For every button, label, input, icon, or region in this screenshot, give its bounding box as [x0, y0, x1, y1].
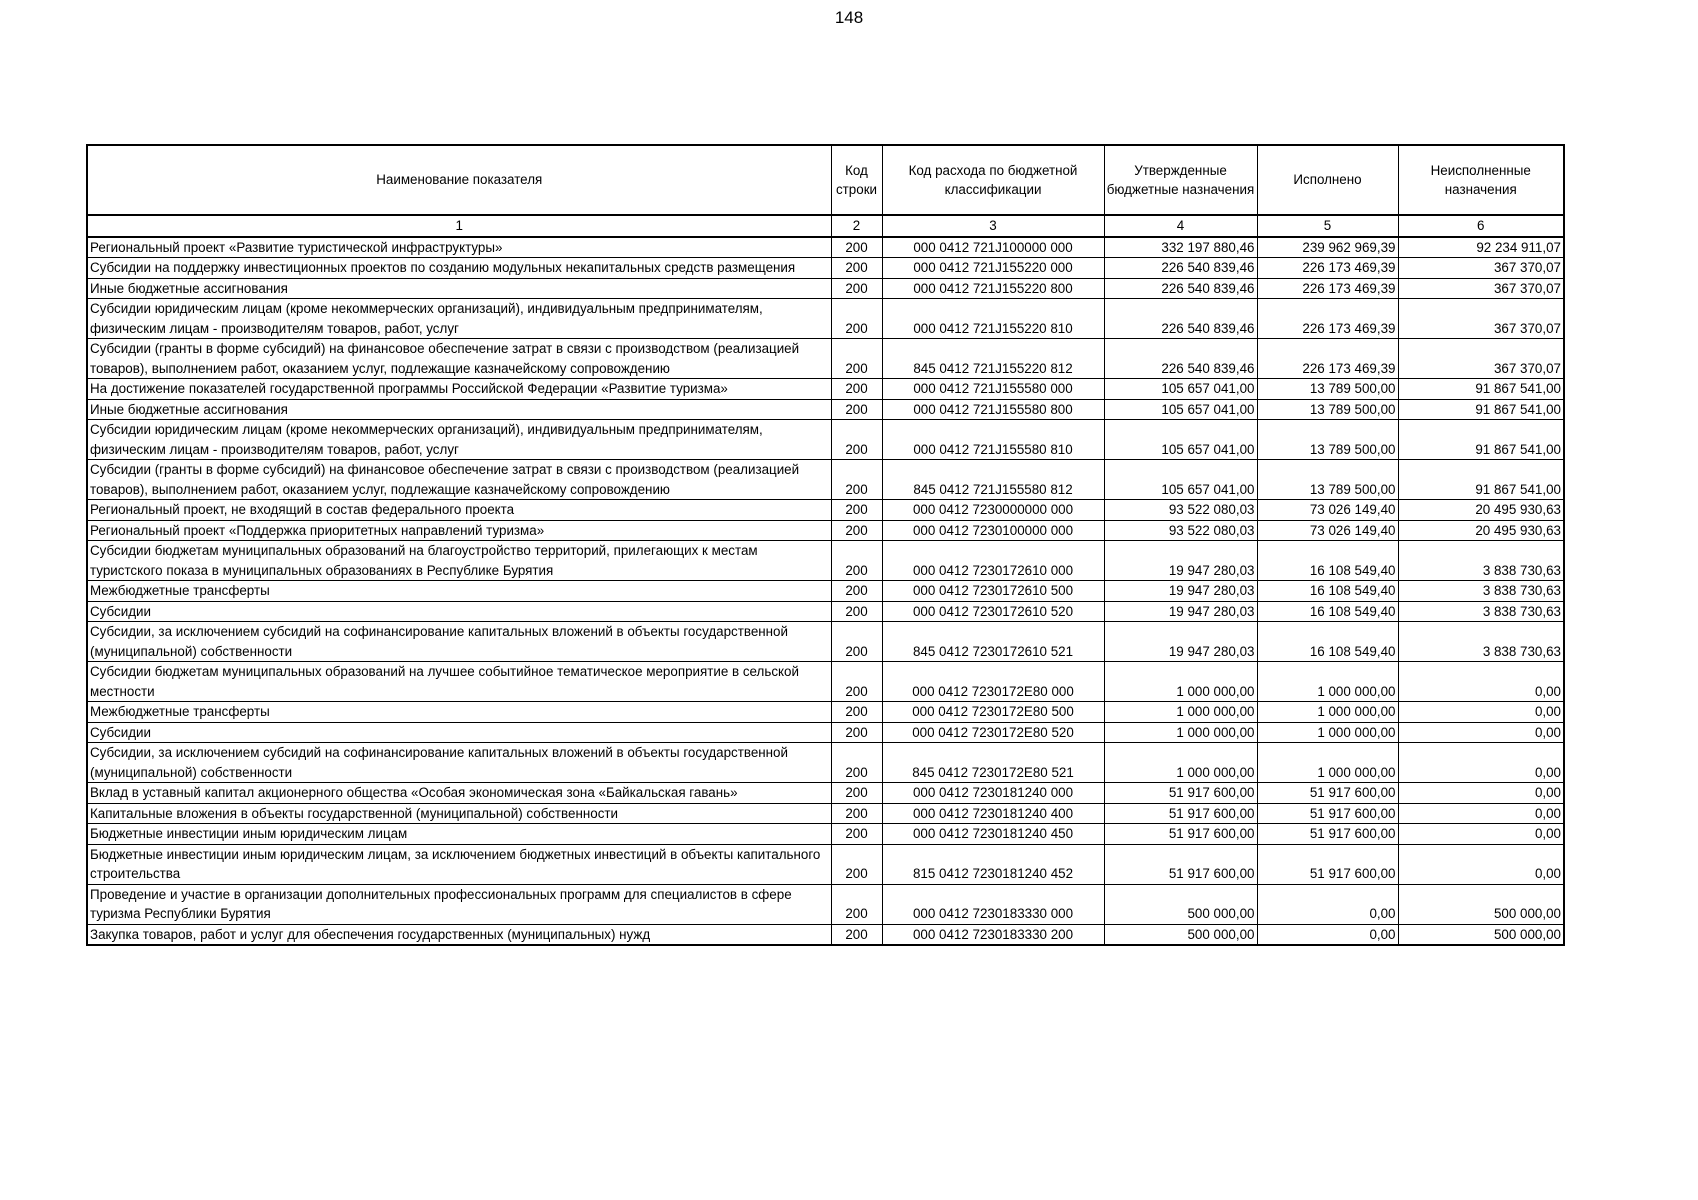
- row-classification-code: 815 0412 7230181240 452: [882, 844, 1104, 884]
- row-approved-amount: 19 947 280,03: [1104, 581, 1257, 602]
- row-classification-code: 000 0412 721J155220 000: [882, 258, 1104, 279]
- table-row: [87, 722, 1564, 743]
- row-unexecuted-amount: 92 234 911,07: [1398, 237, 1564, 258]
- row-approved-amount: 226 540 839,46: [1104, 278, 1257, 299]
- row-executed-amount: 13 789 500,00: [1257, 379, 1398, 400]
- row-name: Субсидии (гранты в форме субсидий) на финансовое обеспечение затрат в связи с производством (реализацией товаров), выполнением работ, оказанием услуг, подлежащие казначейскому сопровождению: [87, 339, 831, 379]
- row-executed-amount: 51 917 600,00: [1257, 824, 1398, 845]
- row-name: Субсидии на поддержку инвестиционных проектов по созданию модульных некапитальных средств размещения: [87, 258, 831, 279]
- table-row: [87, 824, 1564, 845]
- row-name: Бюджетные инвестиции иным юридическим лицам, за исключением бюджетных инвестиций в объекты капитального строительства: [87, 844, 831, 884]
- row-executed-amount: 0,00: [1257, 884, 1398, 924]
- row-classification-code: 000 0412 7230181240 400: [882, 803, 1104, 824]
- table-row: [87, 520, 1564, 541]
- row-executed-amount: 239 962 969,39: [1257, 237, 1398, 258]
- table-row: [87, 743, 1564, 783]
- row-line-code: 200: [831, 622, 882, 662]
- row-approved-amount: 1 000 000,00: [1104, 702, 1257, 723]
- row-line-code: 200: [831, 662, 882, 702]
- row-executed-amount: 73 026 149,40: [1257, 500, 1398, 521]
- row-executed-amount: 16 108 549,40: [1257, 622, 1398, 662]
- row-unexecuted-amount: 0,00: [1398, 662, 1564, 702]
- row-name: Межбюджетные трансферты: [87, 702, 831, 723]
- table-row: [87, 460, 1564, 500]
- table-row: [87, 258, 1564, 279]
- row-name: Региональный проект, не входящий в состав федерального проекта: [87, 500, 831, 521]
- table-row: [87, 399, 1564, 420]
- table-row: [87, 803, 1564, 824]
- row-approved-amount: 51 917 600,00: [1104, 803, 1257, 824]
- row-approved-amount: 19 947 280,03: [1104, 541, 1257, 581]
- row-approved-amount: 93 522 080,03: [1104, 520, 1257, 541]
- row-classification-code: 845 0412 721J155220 812: [882, 339, 1104, 379]
- row-approved-amount: 51 917 600,00: [1104, 844, 1257, 884]
- row-executed-amount: 51 917 600,00: [1257, 803, 1398, 824]
- header-unexecuted: Неисполненные назначения: [1398, 145, 1564, 215]
- row-executed-amount: 1 000 000,00: [1257, 702, 1398, 723]
- row-unexecuted-amount: 0,00: [1398, 783, 1564, 804]
- row-name: Субсидии юридическим лицам (кроме некоммерческих организаций), индивидуальным предпринимателям, физическим лицам - производителям товаров, работ, услуг: [87, 420, 831, 460]
- row-unexecuted-amount: 0,00: [1398, 702, 1564, 723]
- row-approved-amount: 19 947 280,03: [1104, 601, 1257, 622]
- row-approved-amount: 51 917 600,00: [1104, 824, 1257, 845]
- row-unexecuted-amount: 3 838 730,63: [1398, 541, 1564, 581]
- row-approved-amount: 500 000,00: [1104, 884, 1257, 924]
- row-approved-amount: 226 540 839,46: [1104, 299, 1257, 339]
- row-classification-code: 000 0412 721J155580 800: [882, 399, 1104, 420]
- row-approved-amount: 1 000 000,00: [1104, 662, 1257, 702]
- column-number: 4: [1104, 215, 1257, 237]
- table-row: [87, 662, 1564, 702]
- row-line-code: 200: [831, 379, 882, 400]
- row-approved-amount: 1 000 000,00: [1104, 722, 1257, 743]
- table-row: [87, 339, 1564, 379]
- row-approved-amount: 105 657 041,00: [1104, 399, 1257, 420]
- row-name: Межбюджетные трансферты: [87, 581, 831, 602]
- row-classification-code: 000 0412 7230172E80 500: [882, 702, 1104, 723]
- table-row: [87, 500, 1564, 521]
- row-approved-amount: 226 540 839,46: [1104, 339, 1257, 379]
- row-unexecuted-amount: 3 838 730,63: [1398, 581, 1564, 602]
- page-number: 148: [834, 8, 864, 27]
- table-row: [87, 541, 1564, 581]
- row-unexecuted-amount: 367 370,07: [1398, 339, 1564, 379]
- column-number: 3: [882, 215, 1104, 237]
- table-row: [87, 299, 1564, 339]
- row-executed-amount: 1 000 000,00: [1257, 662, 1398, 702]
- table-row: [87, 844, 1564, 884]
- row-classification-code: 000 0412 721J155580 000: [882, 379, 1104, 400]
- row-classification-code: 000 0412 7230172E80 520: [882, 722, 1104, 743]
- table-row: [87, 702, 1564, 723]
- table-row: [87, 420, 1564, 460]
- table-row: [87, 601, 1564, 622]
- row-executed-amount: 1 000 000,00: [1257, 722, 1398, 743]
- row-name: Иные бюджетные ассигнования: [87, 278, 831, 299]
- row-line-code: 200: [831, 924, 882, 945]
- row-classification-code: 000 0412 7230183330 200: [882, 924, 1104, 945]
- row-line-code: 200: [831, 824, 882, 845]
- row-line-code: 200: [831, 258, 882, 279]
- budget-execution-table: [86, 144, 1565, 946]
- row-unexecuted-amount: 0,00: [1398, 803, 1564, 824]
- row-approved-amount: 500 000,00: [1104, 924, 1257, 945]
- row-unexecuted-amount: 3 838 730,63: [1398, 622, 1564, 662]
- row-classification-code: 000 0412 7230172610 520: [882, 601, 1104, 622]
- row-executed-amount: 13 789 500,00: [1257, 399, 1398, 420]
- row-classification-code: 000 0412 721J155220 800: [882, 278, 1104, 299]
- row-name: На достижение показателей государственной программы Российской Федерации «Развитие туризма»: [87, 379, 831, 400]
- row-unexecuted-amount: 0,00: [1398, 824, 1564, 845]
- row-unexecuted-amount: 0,00: [1398, 844, 1564, 884]
- column-number: 2: [831, 215, 882, 237]
- header-executed: Исполнено: [1257, 145, 1398, 215]
- row-name: Иные бюджетные ассигнования: [87, 399, 831, 420]
- table-row: [87, 581, 1564, 602]
- header-code: Код строки: [831, 145, 882, 215]
- row-name: Региональный проект «Поддержка приоритетных направлений туризма»: [87, 520, 831, 541]
- row-executed-amount: 226 173 469,39: [1257, 258, 1398, 279]
- row-line-code: 200: [831, 399, 882, 420]
- row-name: Субсидии: [87, 722, 831, 743]
- table-row: [87, 884, 1564, 924]
- row-unexecuted-amount: 500 000,00: [1398, 884, 1564, 924]
- row-executed-amount: 13 789 500,00: [1257, 460, 1398, 500]
- row-name: Субсидии, за исключением субсидий на софинансирование капитальных вложений в объекты государственной (муниципальной) собственности: [87, 743, 831, 783]
- row-name: Субсидии: [87, 601, 831, 622]
- row-name: Бюджетные инвестиции иным юридическим лицам: [87, 824, 831, 845]
- row-classification-code: 000 0412 721J155580 810: [882, 420, 1104, 460]
- row-line-code: 200: [831, 702, 882, 723]
- row-line-code: 200: [831, 460, 882, 500]
- row-executed-amount: 73 026 149,40: [1257, 520, 1398, 541]
- row-classification-code: 000 0412 721J100000 000: [882, 237, 1104, 258]
- row-executed-amount: 226 173 469,39: [1257, 278, 1398, 299]
- row-line-code: 200: [831, 237, 882, 258]
- row-classification-code: 000 0412 7230183330 000: [882, 884, 1104, 924]
- row-approved-amount: 105 657 041,00: [1104, 420, 1257, 460]
- row-executed-amount: 226 173 469,39: [1257, 339, 1398, 379]
- row-line-code: 200: [831, 500, 882, 521]
- row-executed-amount: 51 917 600,00: [1257, 844, 1398, 884]
- row-line-code: 200: [831, 601, 882, 622]
- row-classification-code: 845 0412 7230172610 521: [882, 622, 1104, 662]
- row-approved-amount: 105 657 041,00: [1104, 379, 1257, 400]
- column-number-row: [87, 215, 1564, 237]
- row-classification-code: 000 0412 7230181240 000: [882, 783, 1104, 804]
- row-name: Капитальные вложения в объекты государственной (муниципальной) собственности: [87, 803, 831, 824]
- row-line-code: 200: [831, 278, 882, 299]
- row-executed-amount: 51 917 600,00: [1257, 783, 1398, 804]
- row-executed-amount: 16 108 549,40: [1257, 581, 1398, 602]
- row-executed-amount: 0,00: [1257, 924, 1398, 945]
- table-row: [87, 379, 1564, 400]
- row-unexecuted-amount: 367 370,07: [1398, 258, 1564, 279]
- row-executed-amount: 226 173 469,39: [1257, 299, 1398, 339]
- row-classification-code: 845 0412 721J155580 812: [882, 460, 1104, 500]
- row-line-code: 200: [831, 420, 882, 460]
- row-approved-amount: 51 917 600,00: [1104, 783, 1257, 804]
- row-approved-amount: 226 540 839,46: [1104, 258, 1257, 279]
- column-number: 5: [1257, 215, 1398, 237]
- row-name: Закупка товаров, работ и услуг для обеспечения государственных (муниципальных) нужд: [87, 924, 831, 945]
- row-unexecuted-amount: 500 000,00: [1398, 924, 1564, 945]
- row-name: Вклад в уставный капитал акционерного общества «Особая экономическая зона «Байкальская гавань»: [87, 783, 831, 804]
- row-classification-code: 845 0412 7230172E80 521: [882, 743, 1104, 783]
- row-executed-amount: 13 789 500,00: [1257, 420, 1398, 460]
- row-classification-code: 000 0412 7230000000 000: [882, 500, 1104, 521]
- row-classification-code: 000 0412 7230172E80 000: [882, 662, 1104, 702]
- row-approved-amount: 105 657 041,00: [1104, 460, 1257, 500]
- table-header-row: [87, 145, 1564, 215]
- row-unexecuted-amount: 20 495 930,63: [1398, 500, 1564, 521]
- row-name: Субсидии, за исключением субсидий на софинансирование капитальных вложений в объекты государственной (муниципальной) собственности: [87, 622, 831, 662]
- row-line-code: 200: [831, 884, 882, 924]
- row-line-code: 200: [831, 581, 882, 602]
- row-unexecuted-amount: 91 867 541,00: [1398, 379, 1564, 400]
- row-unexecuted-amount: 91 867 541,00: [1398, 460, 1564, 500]
- row-name: Субсидии бюджетам муниципальных образований на лучшее событийное тематическое мероприятие в сельской местности: [87, 662, 831, 702]
- column-number: 1: [87, 215, 831, 237]
- row-name: Субсидии (гранты в форме субсидий) на финансовое обеспечение затрат в связи с производством (реализацией товаров), выполнением работ, оказанием услуг, подлежащие казначейскому сопровождению: [87, 460, 831, 500]
- row-unexecuted-amount: 91 867 541,00: [1398, 420, 1564, 460]
- header-classification: Код расхода по бюджетной классификации: [882, 145, 1104, 215]
- row-unexecuted-amount: 0,00: [1398, 743, 1564, 783]
- row-executed-amount: 16 108 549,40: [1257, 541, 1398, 581]
- table-row: [87, 237, 1564, 258]
- row-unexecuted-amount: 367 370,07: [1398, 299, 1564, 339]
- row-approved-amount: 332 197 880,46: [1104, 237, 1257, 258]
- row-name: Субсидии юридическим лицам (кроме некоммерческих организаций), индивидуальным предпринимателям, физическим лицам - производителям товаров, работ, услуг: [87, 299, 831, 339]
- header-approved: Утвержденные бюджетные назначения: [1104, 145, 1257, 215]
- row-line-code: 200: [831, 541, 882, 581]
- row-line-code: 200: [831, 743, 882, 783]
- table-row: [87, 783, 1564, 804]
- row-approved-amount: 1 000 000,00: [1104, 743, 1257, 783]
- row-unexecuted-amount: 367 370,07: [1398, 278, 1564, 299]
- row-name: Субсидии бюджетам муниципальных образований на благоустройство территорий, прилегающих к местам туристского показа в муниципальных образованиях в Республике Бурятия: [87, 541, 831, 581]
- row-executed-amount: 16 108 549,40: [1257, 601, 1398, 622]
- row-unexecuted-amount: 0,00: [1398, 722, 1564, 743]
- row-classification-code: 000 0412 7230181240 450: [882, 824, 1104, 845]
- row-approved-amount: 93 522 080,03: [1104, 500, 1257, 521]
- row-line-code: 200: [831, 339, 882, 379]
- row-line-code: 200: [831, 722, 882, 743]
- row-name: Региональный проект «Развитие туристической инфраструктуры»: [87, 237, 831, 258]
- row-name: Проведение и участие в организации дополнительных профессиональных программ для специалистов в сфере туризма Республики Бурятия: [87, 884, 831, 924]
- column-number: 6: [1398, 215, 1564, 237]
- row-line-code: 200: [831, 803, 882, 824]
- row-approved-amount: 19 947 280,03: [1104, 622, 1257, 662]
- row-classification-code: 000 0412 7230100000 000: [882, 520, 1104, 541]
- table-row: [87, 622, 1564, 662]
- table-row: [87, 278, 1564, 299]
- row-classification-code: 000 0412 7230172610 000: [882, 541, 1104, 581]
- row-line-code: 200: [831, 844, 882, 884]
- row-unexecuted-amount: 20 495 930,63: [1398, 520, 1564, 541]
- row-unexecuted-amount: 3 838 730,63: [1398, 601, 1564, 622]
- row-classification-code: 000 0412 7230172610 500: [882, 581, 1104, 602]
- table-row: [87, 924, 1564, 945]
- header-name: Наименование показателя: [87, 145, 831, 215]
- row-line-code: 200: [831, 520, 882, 541]
- row-unexecuted-amount: 91 867 541,00: [1398, 399, 1564, 420]
- row-line-code: 200: [831, 299, 882, 339]
- row-executed-amount: 1 000 000,00: [1257, 743, 1398, 783]
- row-classification-code: 000 0412 721J155220 810: [882, 299, 1104, 339]
- row-line-code: 200: [831, 783, 882, 804]
